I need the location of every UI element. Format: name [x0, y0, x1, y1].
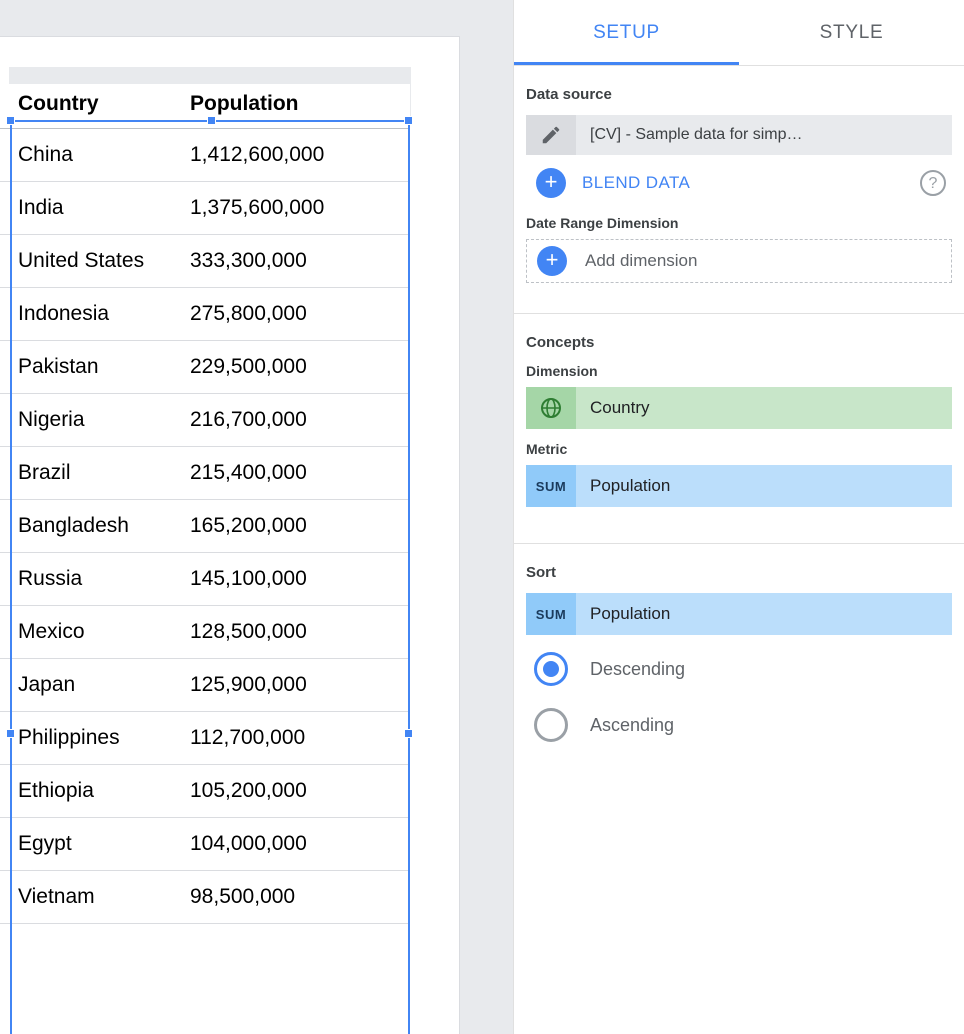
cell-population: 104,000,000 — [190, 818, 410, 871]
cell-country: China — [0, 129, 190, 182]
help-icon[interactable]: ? — [920, 170, 946, 196]
sort-option-ascending-label: Ascending — [590, 714, 675, 735]
sort-title: Sort — [526, 564, 556, 581]
table-row[interactable] — [0, 871, 410, 924]
blend-data-button[interactable]: BLEND DATA — [582, 173, 691, 192]
cell-population: 165,200,000 — [190, 500, 410, 553]
sort-section — [514, 543, 964, 753]
plus-icon[interactable]: + — [537, 246, 567, 276]
cell-population: 112,700,000 — [190, 712, 410, 765]
cell-country: Indonesia — [0, 288, 190, 341]
data-source-section — [514, 66, 964, 297]
panel-tabs — [514, 0, 964, 66]
cell-country: Ethiopia — [0, 765, 190, 818]
cell-population: 215,400,000 — [190, 447, 410, 500]
metric-chip-label: Population — [590, 476, 671, 495]
table-row[interactable] — [0, 659, 410, 712]
resize-handle-top-left[interactable] — [6, 116, 15, 125]
table-row[interactable] — [0, 288, 410, 341]
resize-handle-top-center[interactable] — [207, 116, 216, 125]
sum-icon: SUM — [526, 593, 576, 635]
sort-option-descending-label: Descending — [590, 658, 686, 679]
cell-country: Russia — [0, 553, 190, 606]
table-row[interactable] — [0, 712, 410, 765]
cell-population: 216,700,000 — [190, 394, 410, 447]
tab-setup[interactable]: SETUP — [514, 0, 739, 65]
data-table[interactable] — [0, 84, 410, 924]
table-row[interactable] — [0, 341, 410, 394]
properties-panel — [513, 0, 964, 1034]
sum-icon: SUM — [526, 465, 576, 507]
cell-country: Mexico — [0, 606, 190, 659]
blend-data-row — [526, 163, 952, 203]
radio-icon-descending[interactable] — [534, 652, 568, 686]
dimension-chip-country[interactable] — [526, 387, 952, 429]
sort-chip-population[interactable] — [526, 593, 952, 635]
globe-icon — [526, 387, 576, 429]
cell-country: India — [0, 182, 190, 235]
cell-population: 1,375,600,000 — [190, 182, 410, 235]
concepts-title: Concepts — [526, 334, 595, 351]
dimension-label: Dimension — [526, 363, 598, 379]
table-row[interactable] — [0, 606, 410, 659]
cell-country: Philippines — [0, 712, 190, 765]
metric-chip-population[interactable] — [526, 465, 952, 507]
data-source-name[interactable]: [CV] - Sample data for simp… — [576, 115, 952, 155]
cell-population: 128,500,000 — [190, 606, 410, 659]
cell-country: Brazil — [0, 447, 190, 500]
cell-country: United States — [0, 235, 190, 288]
date-range-title: Date Range Dimension — [526, 215, 679, 231]
cell-population: 1,412,600,000 — [190, 129, 410, 182]
cell-population: 98,500,000 — [190, 871, 410, 924]
radio-icon-ascending[interactable] — [534, 708, 568, 742]
sort-option-ascending[interactable] — [526, 697, 952, 753]
cell-population: 275,800,000 — [190, 288, 410, 341]
cell-population: 125,900,000 — [190, 659, 410, 712]
plus-icon[interactable]: + — [536, 168, 566, 198]
dimension-chip-label: Country — [590, 398, 650, 417]
table-header-row — [0, 84, 410, 129]
cell-population: 333,300,000 — [190, 235, 410, 288]
data-source-title: Data source — [526, 86, 612, 103]
concepts-section — [514, 313, 964, 527]
metric-label: Metric — [526, 441, 568, 457]
pencil-icon[interactable] — [526, 115, 576, 155]
sort-option-descending[interactable] — [526, 641, 952, 697]
table-body — [0, 129, 410, 924]
tab-style[interactable]: STYLE — [819, 21, 884, 43]
table-row[interactable] — [0, 500, 410, 553]
resize-handle-top-right[interactable] — [404, 116, 413, 125]
resize-handle-middle-left[interactable] — [6, 729, 15, 738]
table-row[interactable] — [0, 235, 410, 288]
table-row[interactable] — [0, 129, 410, 182]
add-dimension-label: Add dimension — [585, 251, 698, 270]
table-header-country[interactable]: Country — [0, 84, 190, 129]
sort-chip-label: Population — [590, 604, 671, 623]
table-header-population[interactable]: Population — [190, 84, 410, 129]
table-row[interactable] — [0, 447, 410, 500]
spacer — [526, 283, 952, 297]
data-source-row — [526, 115, 952, 155]
table-row[interactable] — [0, 818, 410, 871]
table-row[interactable] — [0, 394, 410, 447]
cell-population: 229,500,000 — [190, 341, 410, 394]
cell-country: Egypt — [0, 818, 190, 871]
spacer — [526, 513, 952, 527]
cell-country: Nigeria — [0, 394, 190, 447]
cell-population: 145,100,000 — [190, 553, 410, 606]
cell-country: Vietnam — [0, 871, 190, 924]
table-row[interactable] — [0, 553, 410, 606]
table-row[interactable] — [0, 765, 410, 818]
cell-population: 105,200,000 — [190, 765, 410, 818]
cell-country: Bangladesh — [0, 500, 190, 553]
cell-country: Japan — [0, 659, 190, 712]
table-row[interactable] — [0, 182, 410, 235]
cell-country: Pakistan — [0, 341, 190, 394]
resize-handle-middle-right[interactable] — [404, 729, 413, 738]
add-date-dimension-button[interactable] — [526, 239, 952, 283]
